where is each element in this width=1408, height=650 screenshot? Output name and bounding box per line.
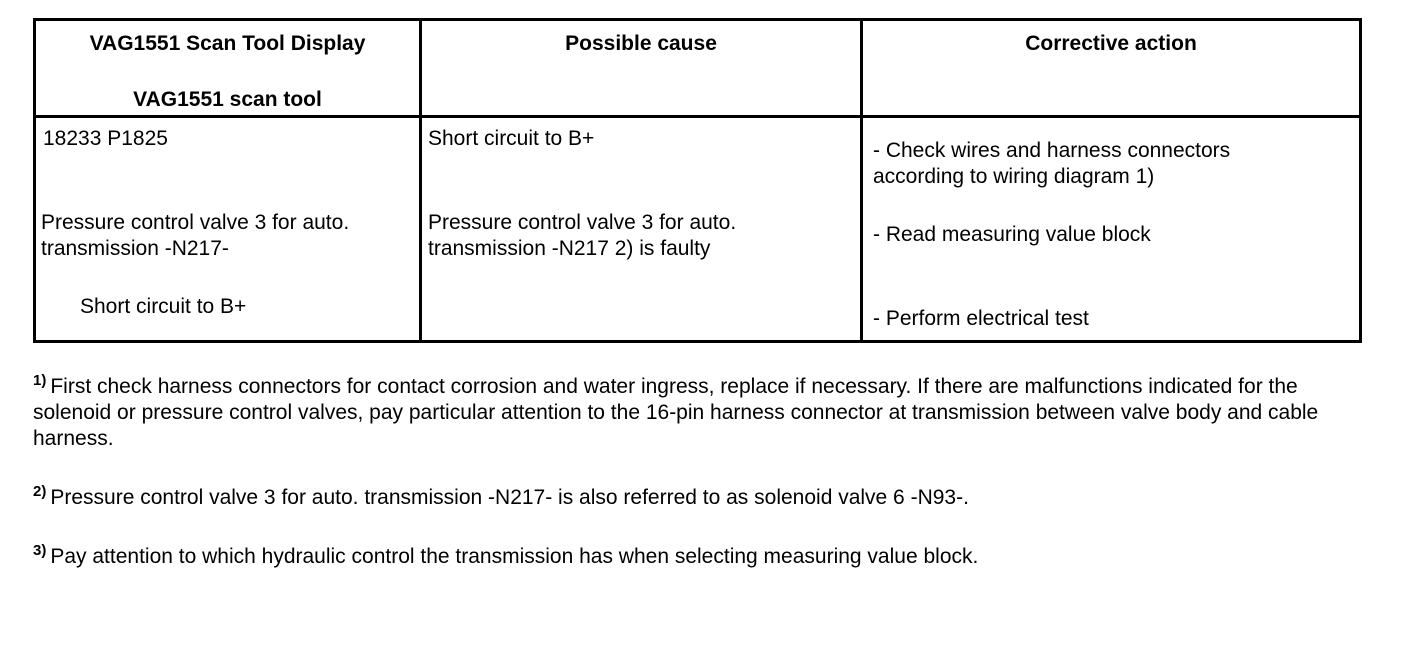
table-header-row xyxy=(35,20,1361,117)
footnote-2-text: Pressure control valve 3 for auto. transmission -N217- is also referred to as solenoid valve 6 -N93-. xyxy=(50,486,969,509)
action-perform-electrical-test: - Perform electrical test xyxy=(873,307,1089,330)
footnote-3-mark: 3) xyxy=(33,542,47,559)
header-possible-cause xyxy=(421,20,862,117)
footnote-1-text: First check harness connectors for contact corrosion and water ingress, replace if necessary. If there are malfunctions indicated for the solenoid or pressure control valves, pay particular attention to the 16-pin harness connector at transmission between valve body and cable harness. xyxy=(33,375,1319,450)
footnote-2-mark: 2) xyxy=(33,483,47,500)
cell-possible-cause xyxy=(421,117,862,342)
action-read-measuring-value-block: - Read measuring value block xyxy=(873,223,1151,246)
footnote-3-text: Pay attention to which hydraulic control the transmission has when selecting measuring value block. xyxy=(50,545,979,568)
action-check-wires: - Check wires and harness connectors according to wiring diagram 1) xyxy=(873,139,1231,188)
header-scan-tool-display xyxy=(35,20,421,117)
header-scan-tool-label: VAG1551 scan tool xyxy=(133,88,322,111)
header-scan-tool-display-label: VAG1551 Scan Tool Display xyxy=(89,32,366,55)
footnote-1 xyxy=(33,374,1373,452)
footnote-1-mark: 1) xyxy=(33,372,47,389)
header-corrective-action xyxy=(862,20,1361,117)
fault-type: Short circuit to B+ xyxy=(80,295,247,318)
fault-code-table xyxy=(33,18,1362,343)
cell-corrective-action xyxy=(862,117,1361,342)
cause-short-circuit: Short circuit to B+ xyxy=(428,127,595,150)
header-possible-cause-label: Possible cause xyxy=(565,32,717,55)
header-corrective-action-label: Corrective action xyxy=(1025,32,1197,55)
fault-component: Pressure control valve 3 for auto. transmission -N217- xyxy=(41,211,350,260)
cause-valve-faulty: Pressure control valve 3 for auto. transmission -N217 2) is faulty xyxy=(428,211,737,260)
cell-scan-tool-display xyxy=(35,117,421,342)
footnotes xyxy=(33,374,1373,570)
document xyxy=(33,18,1359,343)
fault-code: 18233 P1825 xyxy=(43,127,168,150)
footnote-2 xyxy=(33,485,1373,511)
footnote-3 xyxy=(33,544,1373,570)
table-row xyxy=(35,117,1361,342)
